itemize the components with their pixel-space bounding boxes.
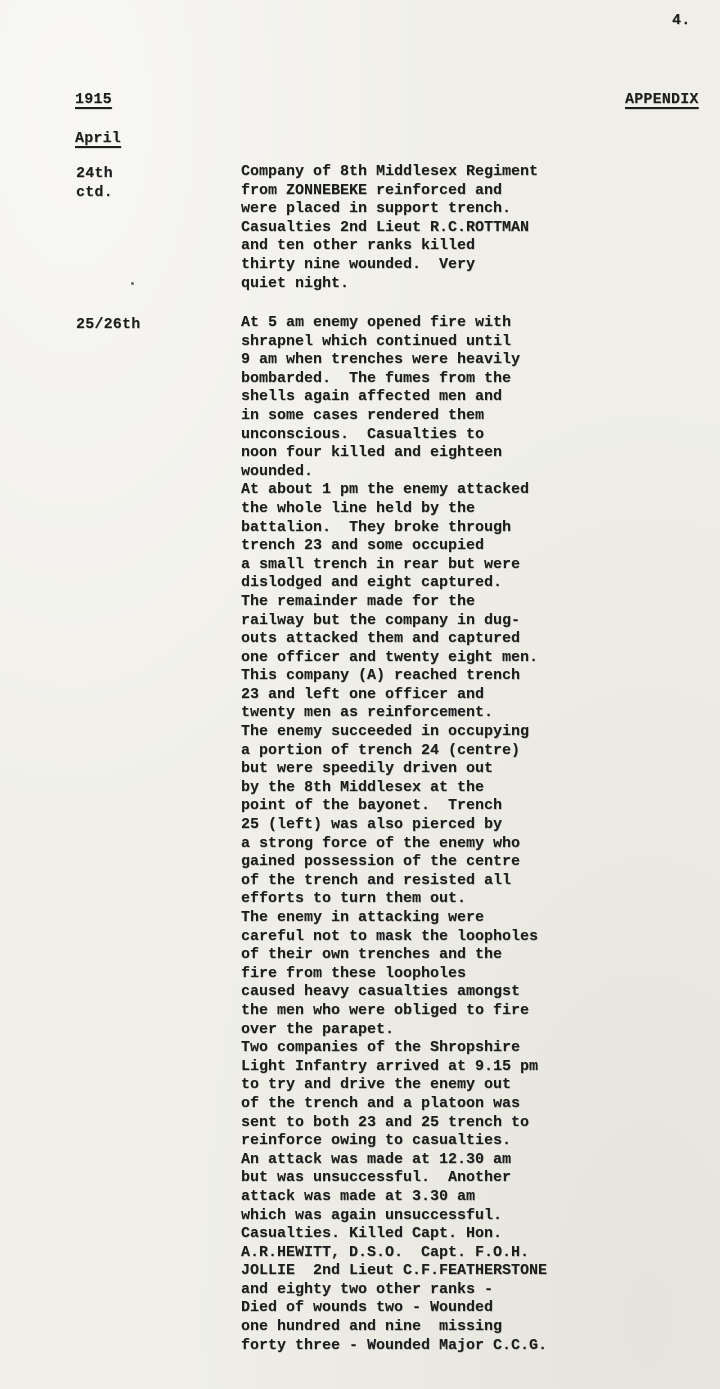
entry-line: which was again unsuccessful.	[241, 1206, 503, 1224]
entry-line: and ten other ranks killed	[241, 237, 476, 255]
page-number: 4.	[672, 12, 691, 29]
entry-line: of the trench and a platoon was	[241, 1094, 521, 1112]
entry-line: At about 1 pm the enemy attacked	[241, 481, 530, 499]
entry-line: sent to both 23 and 25 trench to	[241, 1113, 530, 1131]
header-year: 1915	[75, 91, 112, 108]
entry-line: twenty men as reinforcement.	[241, 704, 494, 722]
entry-line: gained possession of the centre	[241, 853, 521, 871]
entry-line: of their own trenches and the	[241, 946, 503, 964]
entry-date-25-26th: 25/26th	[76, 316, 141, 333]
entry-line: thirty nine wounded. Very	[241, 255, 476, 273]
entry-line: At 5 am enemy opened fire with	[241, 314, 512, 331]
paper-speck	[131, 282, 134, 285]
entry-line: battalion. They broke through	[241, 518, 512, 536]
entry-line: Light Infantry arrived at 9.15 pm	[241, 1057, 539, 1075]
entry-line: An attack was made at 12.30 am	[241, 1150, 512, 1168]
entry-line: noon four killed and eighteen	[241, 444, 503, 462]
entry-line: of the trench and resisted all	[241, 871, 512, 889]
entry-line: wounded.	[241, 462, 314, 480]
entry-line: over the parapet.	[241, 1020, 395, 1038]
entry-line: one officer and twenty eight men.	[241, 648, 539, 666]
entry-line: reinforce owing to casualties.	[241, 1132, 512, 1150]
entry-line: efforts to turn them out.	[241, 890, 467, 908]
entry-line: outs attacked them and captured	[241, 630, 521, 648]
entry-line: to try and drive the enemy out	[241, 1076, 512, 1094]
entry-line: shells again affected men and	[241, 388, 503, 406]
entry-line: but were speedily driven out	[241, 760, 494, 778]
entry-line: Two companies of the Shropshire	[241, 1039, 521, 1057]
month-heading: April	[75, 130, 122, 147]
entry-text-25-26th	[241, 314, 547, 1355]
entry-line: Died of wounds two - Wounded	[241, 1299, 494, 1317]
entry-line: a portion of trench 24 (centre)	[241, 741, 521, 759]
entry-line: The enemy succeeded in occupying	[241, 723, 530, 741]
entry-line: 25 (left) was also pierced by	[241, 816, 503, 834]
entry-line: bombarded. The fumes from the	[241, 369, 512, 387]
entry-line: unconscious. Casualties to	[241, 425, 485, 443]
entry-line: 9 am when trenches were heavily	[241, 351, 521, 369]
entry-line: Casualties 2nd Lieut R.C.ROTTMAN	[241, 218, 530, 236]
entry-line: 23 and left one officer and	[241, 685, 485, 703]
entry-line: JOLLIE 2nd Lieut C.F.FEATHERSTONE	[241, 1262, 548, 1280]
entry-line: point of the bayonet. Trench	[241, 797, 503, 815]
entry-line: Company of 8th Middlesex Regiment	[241, 163, 539, 180]
entry-line: shrapnel which continued until	[241, 332, 512, 350]
entry-line: trench 23 and some occupied	[241, 537, 485, 555]
entry-line: quiet night.	[241, 274, 350, 292]
header-appendix: APPENDIX	[625, 91, 699, 108]
entry-line: fire from these loopholes	[241, 964, 467, 982]
entry-line: The enemy in attacking were	[241, 909, 485, 926]
entry-date-24th: 24th	[76, 165, 113, 182]
entry-line: caused heavy casualties amongst	[241, 983, 521, 1001]
entry-line: and eighty two other ranks -	[241, 1280, 494, 1298]
entry-line: A.R.HEWITT, D.S.O. Capt. F.O.H.	[241, 1243, 530, 1261]
entry-line: attack was made at 3.30 am	[241, 1187, 476, 1205]
entry-line: were placed in support trench.	[241, 200, 512, 218]
entry-line: the men who were obliged to fire	[241, 1001, 530, 1019]
entry-line: by the 8th Middlesex at the	[241, 778, 485, 796]
entry-line: in some cases rendered them	[241, 406, 485, 424]
entry-line: The remainder made for the	[241, 592, 476, 610]
entry-line: careful not to mask the loopholes	[241, 927, 539, 945]
entry-line: This company (A) reached trench	[241, 667, 521, 685]
entry-line: Casualties. Killed Capt. Hon.	[241, 1225, 503, 1243]
entry-line: a strong force of the enemy who	[241, 834, 521, 852]
entry-date-ctd: ctd.	[76, 184, 113, 201]
entry-text-24th	[241, 163, 538, 293]
entry-line: a small trench in rear but were	[241, 555, 521, 573]
entry-line: dislodged and eight captured.	[241, 574, 503, 592]
entry-line: one hundred and nine missing	[241, 1318, 503, 1336]
entry-line: but was unsuccessful. Another	[241, 1169, 512, 1187]
entry-line: railway but the company in dug-	[241, 611, 521, 629]
entry-line: forty three - Wounded Major C.C.G.	[241, 1336, 548, 1354]
entry-line: the whole line held by the	[241, 499, 476, 517]
entry-line: from ZONNEBEKE reinforced and	[241, 181, 503, 199]
